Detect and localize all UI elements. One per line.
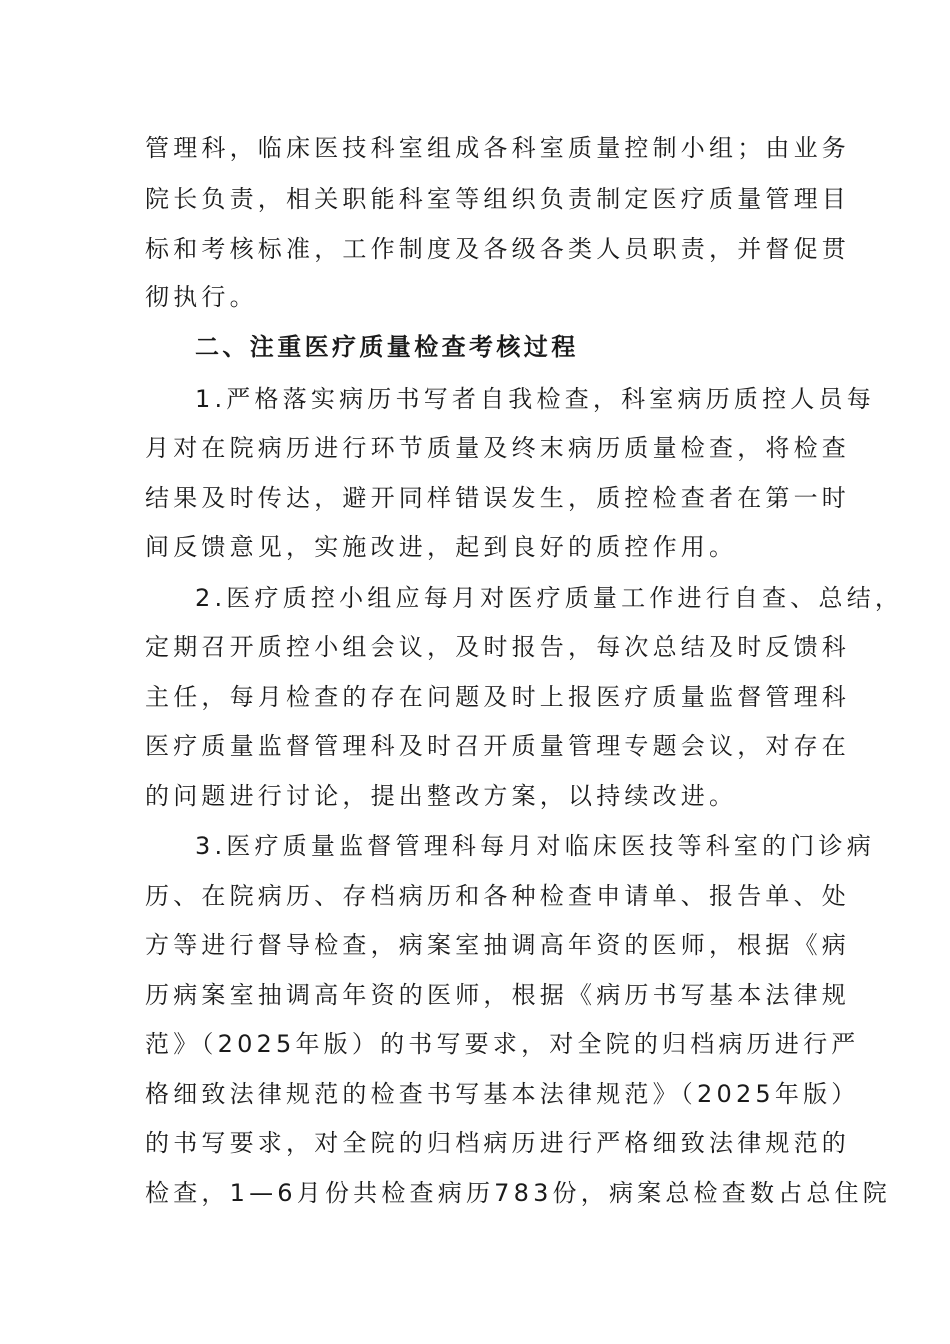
body-text-line: 历、在院病历、存档病历和各种检查申请单、报告单、处 (145, 882, 850, 910)
body-text-line: 定期召开质控小组会议，及时报告，每次总结及时反馈科 (145, 633, 850, 661)
body-text-line: 方等进行督导检查，病案室抽调高年资的医师，根据《病 (145, 931, 850, 959)
body-text-line: 彻执行。 (145, 283, 258, 311)
body-text-line: 历病案室抽调高年资的医师，根据《病历书写基本法律规 (145, 981, 850, 1009)
body-text-line: 主任，每月检查的存在问题及时上报医疗质量监督管理科 (145, 683, 850, 711)
paragraph-first-line: 1.严格落实病历书写者自我检查，科室病历质控人员每 (195, 385, 875, 413)
section-heading: 二、注重医疗质量检查考核过程 (195, 333, 579, 361)
body-text-line: 管理科，临床医技科室组成各科室质量控制小组；由业务 (145, 134, 850, 162)
body-text-line: 的书写要求，对全院的归档病历进行严格细致法律规范的 (145, 1129, 850, 1157)
body-text-line: 检查，1—6月份共检查病历783份，病案总检查数占总住院 (145, 1179, 891, 1207)
paragraph-first-line: 2.医疗质控小组应每月对医疗质量工作进行自查、总结， (195, 584, 904, 612)
body-text-line: 间反馈意见，实施改进，起到良好的质控作用。 (145, 533, 738, 561)
body-text-line: 医疗质量监督管理科及时召开质量管理专题会议，对存在 (145, 732, 850, 760)
body-text-line: 结果及时传达，避开同样错误发生，质控检查者在第一时 (145, 484, 850, 512)
body-text-line: 院长负责，相关职能科室等组织负责制定医疗质量管理目 (145, 185, 850, 213)
paragraph-first-line: 3.医疗质量监督管理科每月对临床医技等科室的门诊病 (195, 832, 875, 860)
body-text-line: 的问题进行讨论，提出整改方案，以持续改进。 (145, 782, 738, 810)
body-text-line: 月对在院病历进行环节质量及终末病历质量检查，将检查 (145, 434, 850, 462)
body-text-line: 标和考核标准，工作制度及各级各类人员职责，并督促贯 (145, 235, 850, 263)
body-text-line: 格细致法律规范的检查书写基本法律规范》（2025年版） (145, 1080, 860, 1108)
body-text-line: 范》（2025年版）的书写要求，对全院的归档病历进行严 (145, 1030, 860, 1058)
